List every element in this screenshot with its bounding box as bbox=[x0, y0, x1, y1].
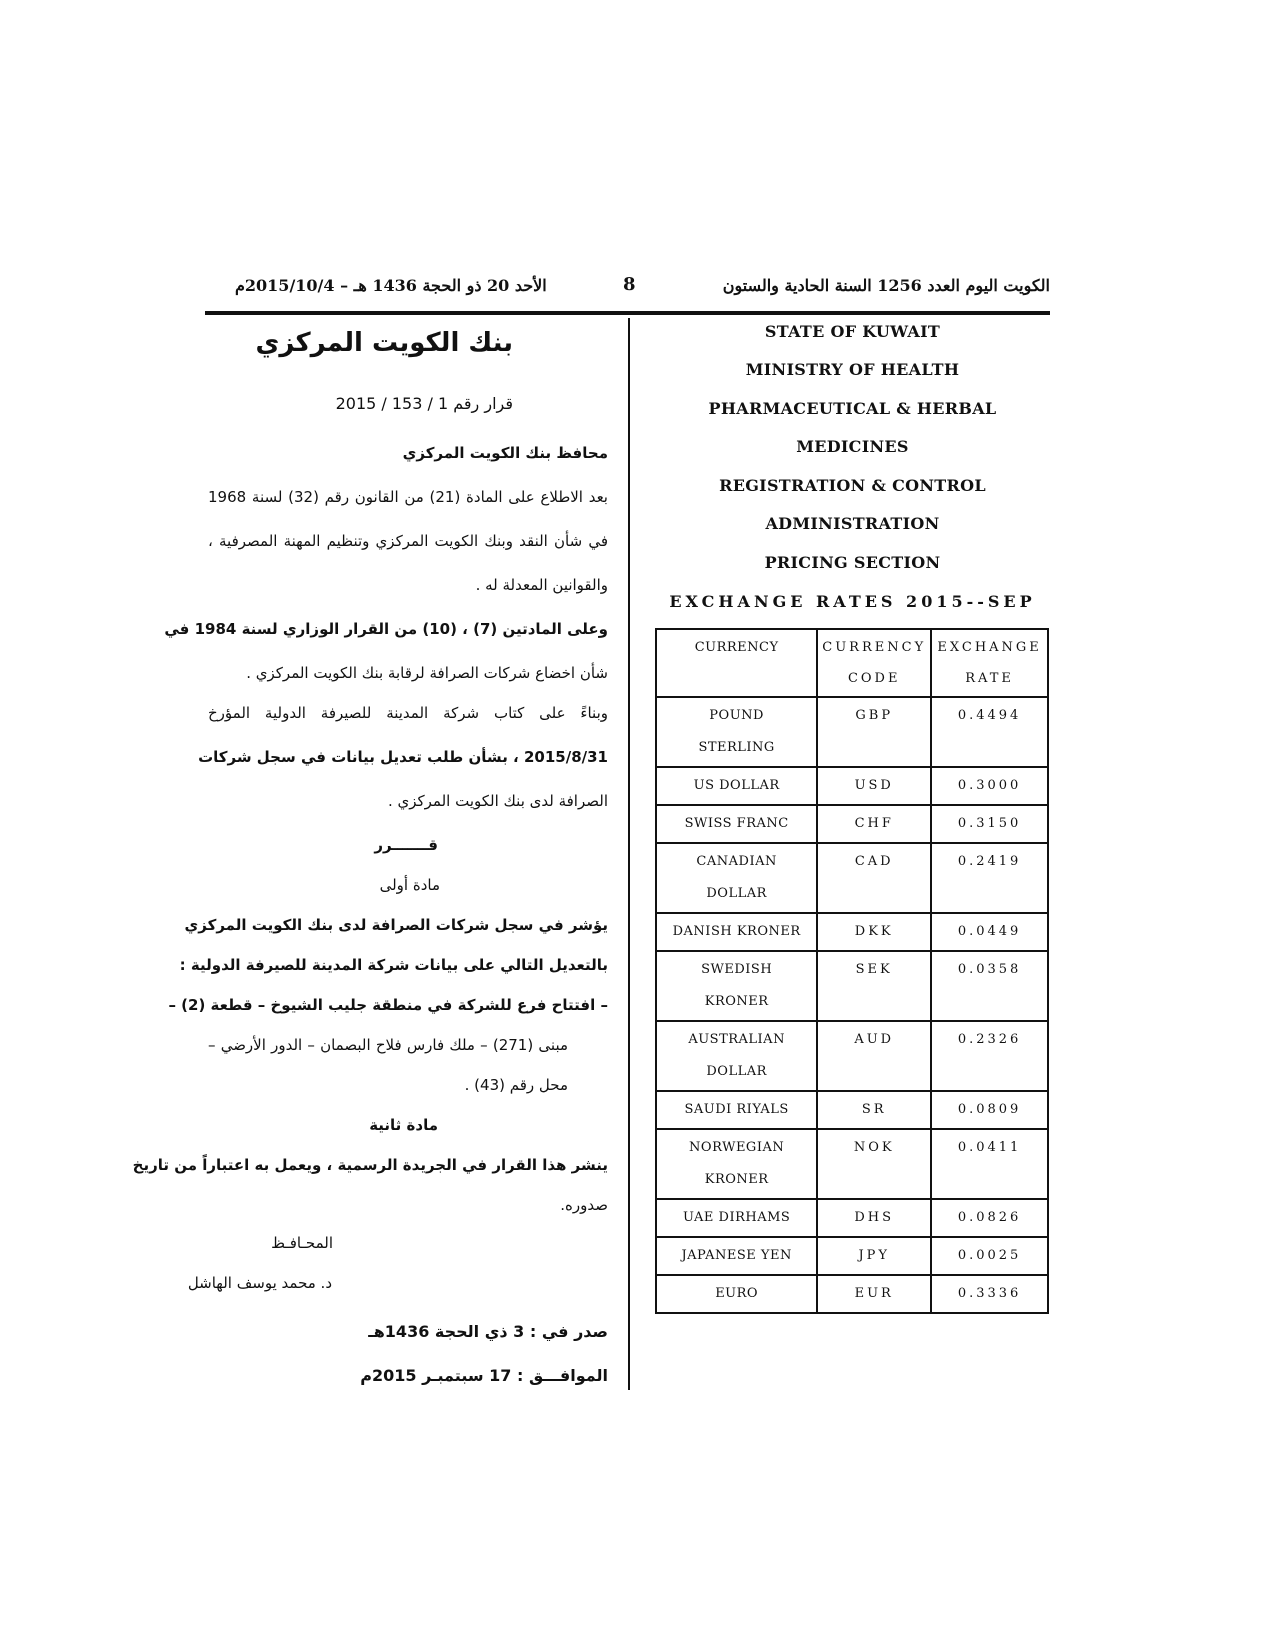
code-cell: USD bbox=[817, 767, 931, 805]
paragraph-line: والقوانين المعدلة له . bbox=[475, 576, 608, 594]
issue-info: الكويت اليوم العدد 1256 السنة الحادية والستون bbox=[722, 276, 1050, 295]
code-cell: AUD bbox=[817, 1021, 931, 1091]
table-row bbox=[656, 1199, 1048, 1237]
paragraph-line: ينشر هذا القرار في الجريدة الرسمية ، ويعمل به اعتباراً من تاريخ bbox=[132, 1156, 608, 1174]
cell-text: KRONER bbox=[704, 1172, 769, 1187]
page-header bbox=[205, 268, 1050, 304]
column-header-code bbox=[817, 629, 931, 697]
currency-cell: SAUDI RIYALS bbox=[656, 1091, 817, 1129]
cell-text: SWEDISH bbox=[701, 962, 773, 977]
table-row bbox=[656, 1129, 1048, 1199]
code-cell: JPY bbox=[817, 1237, 931, 1275]
rate-cell: 0.3150 bbox=[931, 805, 1048, 843]
paragraph-line: وبناءً على كتاب شركة المدينة للصيرفة الدولية المؤرخ bbox=[208, 704, 608, 722]
code-cell: CAD bbox=[817, 843, 931, 913]
issue-date: الأحد 20 ذو الحجة 1436 هـ – 2015/10/4م bbox=[235, 276, 547, 295]
rate-cell: 0.3336 bbox=[931, 1275, 1048, 1313]
issued-date: صدر في : 3 ذي الحجة 1436هـ bbox=[368, 1322, 608, 1341]
paragraph-line: محل رقم (43) . bbox=[464, 1076, 568, 1094]
heading-line: REGISTRATION & CONTROL bbox=[719, 476, 986, 495]
column-divider bbox=[628, 318, 630, 1390]
header-text: CURRENCY bbox=[694, 640, 779, 655]
article-one-heading: مادة أولى bbox=[379, 876, 440, 894]
currency-cell bbox=[656, 951, 817, 1021]
corresponding-date: الموافـــق : 17 سبتمبـر 2015م bbox=[360, 1366, 608, 1385]
heading-line: PHARMACEUTICAL & HERBAL bbox=[708, 399, 997, 418]
table-row bbox=[656, 951, 1048, 1021]
heading-line: PRICING SECTION bbox=[764, 553, 941, 572]
currency-cell bbox=[656, 843, 817, 913]
cell-text: DOLLAR bbox=[706, 1064, 767, 1079]
column-header-currency bbox=[656, 629, 817, 697]
arabic-title: بنك الكويت المركزي bbox=[255, 328, 513, 358]
code-cell: SEK bbox=[817, 951, 931, 1021]
paragraph-line: – افتتاح فرع للشركة في منطقة جليب الشيوخ – قطعة (2) – bbox=[168, 996, 608, 1014]
table-row bbox=[656, 1237, 1048, 1275]
paragraph-line: 2015/8/31 ، بشأن طلب تعديل بيانات في سجل شركات bbox=[198, 748, 608, 766]
code-cell: SR bbox=[817, 1091, 931, 1129]
code-cell: GBP bbox=[817, 697, 931, 767]
cell-text: KRONER bbox=[704, 994, 769, 1009]
rate-cell: 0.0358 bbox=[931, 951, 1048, 1021]
code-cell: DKK bbox=[817, 913, 931, 951]
cell-text: DOLLAR bbox=[706, 886, 767, 901]
paragraph-line: مبنى (271) – ملك فارس فلاح البصمان – الدور الأرضي – bbox=[208, 1036, 568, 1054]
table-row bbox=[656, 1275, 1048, 1313]
paragraph-line: بالتعديل التالي على بيانات شركة المدينة للصيرفة الدولية : bbox=[179, 956, 608, 974]
cell-text: STERLING bbox=[698, 740, 775, 755]
cell-text: AUSTRALIAN bbox=[688, 1032, 785, 1047]
table-row bbox=[656, 805, 1048, 843]
rate-cell: 0.3000 bbox=[931, 767, 1048, 805]
heading-line: MEDICINES bbox=[796, 437, 909, 456]
currency-cell: SWISS FRANC bbox=[656, 805, 817, 843]
code-cell: NOK bbox=[817, 1129, 931, 1199]
heading-line: STATE OF KUWAIT bbox=[764, 322, 941, 341]
governor-line: محافظ بنك الكويت المركزي bbox=[402, 444, 608, 462]
page-number: 8 bbox=[623, 274, 636, 295]
governor-title: المحـافـظ bbox=[271, 1234, 333, 1252]
currency-cell: UAE DIRHAMS bbox=[656, 1199, 817, 1237]
table-row bbox=[656, 843, 1048, 913]
rate-cell: 0.0025 bbox=[931, 1237, 1048, 1275]
heading-line: MINISTRY OF HEALTH bbox=[745, 360, 960, 379]
table-row bbox=[656, 1021, 1048, 1091]
currency-cell: US DOLLAR bbox=[656, 767, 817, 805]
currency-cell: DANISH KRONER bbox=[656, 913, 817, 951]
table-row bbox=[656, 767, 1048, 805]
code-cell: CHF bbox=[817, 805, 931, 843]
header-text: RATE bbox=[965, 671, 1014, 686]
table-header-row bbox=[656, 629, 1048, 697]
cell-text: CANADIAN bbox=[696, 854, 777, 869]
rate-cell: 0.0809 bbox=[931, 1091, 1048, 1129]
article-two-heading: مادة ثانية bbox=[369, 1116, 438, 1134]
rate-cell: 0.0449 bbox=[931, 913, 1048, 951]
paragraph-line: بعد الاطلاع على المادة (21) من القانون رقم (32) لسنة 1968 bbox=[208, 488, 608, 506]
header-text: CODE bbox=[847, 671, 901, 686]
paragraph-line: الصرافة لدى بنك الكويت المركزي . bbox=[387, 792, 608, 810]
currency-cell: EURO bbox=[656, 1275, 817, 1313]
decides-heading: قـــــــرر bbox=[374, 836, 438, 854]
paragraph-line: يؤشر في سجل شركات الصرافة لدى بنك الكويت المركزي bbox=[184, 916, 608, 934]
code-cell: EUR bbox=[817, 1275, 931, 1313]
currency-cell bbox=[656, 1129, 817, 1199]
exchange-rates-title: EXCHANGE RATES 2015--SEP bbox=[669, 592, 1036, 611]
rate-cell: 0.4494 bbox=[931, 697, 1048, 767]
heading-line: ADMINISTRATION bbox=[765, 514, 940, 533]
rate-cell: 0.2326 bbox=[931, 1021, 1048, 1091]
currency-cell bbox=[656, 1021, 817, 1091]
code-cell: DHS bbox=[817, 1199, 931, 1237]
paragraph-line: وعلى المادتين (7) ، (10) من القرار الوزاري لسنة 1984 في bbox=[164, 620, 608, 638]
decision-number: قرار رقم 1 / 153 / 2015 bbox=[335, 394, 513, 413]
paragraph-line: شأن اخضاع شركات الصرافة لرقابة بنك الكويت المركزي . bbox=[246, 664, 608, 682]
header-rule bbox=[205, 311, 1050, 315]
header-text: CURRENCY bbox=[822, 640, 927, 655]
table-row bbox=[656, 697, 1048, 767]
header-text: EXCHANGE bbox=[937, 640, 1042, 655]
paragraph-line: صدوره. bbox=[560, 1196, 608, 1214]
paragraph-line: في شأن النقد وبنك الكويت المركزي وتنظيم المهنة المصرفية ، bbox=[208, 532, 608, 550]
currency-cell: JAPANESE YEN bbox=[656, 1237, 817, 1275]
column-header-rate bbox=[931, 629, 1048, 697]
rate-cell: 0.2419 bbox=[931, 843, 1048, 913]
currency-cell bbox=[656, 697, 817, 767]
rate-cell: 0.0411 bbox=[931, 1129, 1048, 1199]
header-text bbox=[661, 663, 812, 694]
table-row bbox=[656, 1091, 1048, 1129]
cell-text: NORWEGIAN bbox=[689, 1140, 785, 1155]
exchange-rates-table bbox=[655, 628, 1049, 1314]
signatory-name: د. محمد يوسف الهاشل bbox=[187, 1274, 332, 1292]
table-row bbox=[656, 913, 1048, 951]
rate-cell: 0.0826 bbox=[931, 1199, 1048, 1237]
cell-text: POUND bbox=[709, 708, 764, 723]
